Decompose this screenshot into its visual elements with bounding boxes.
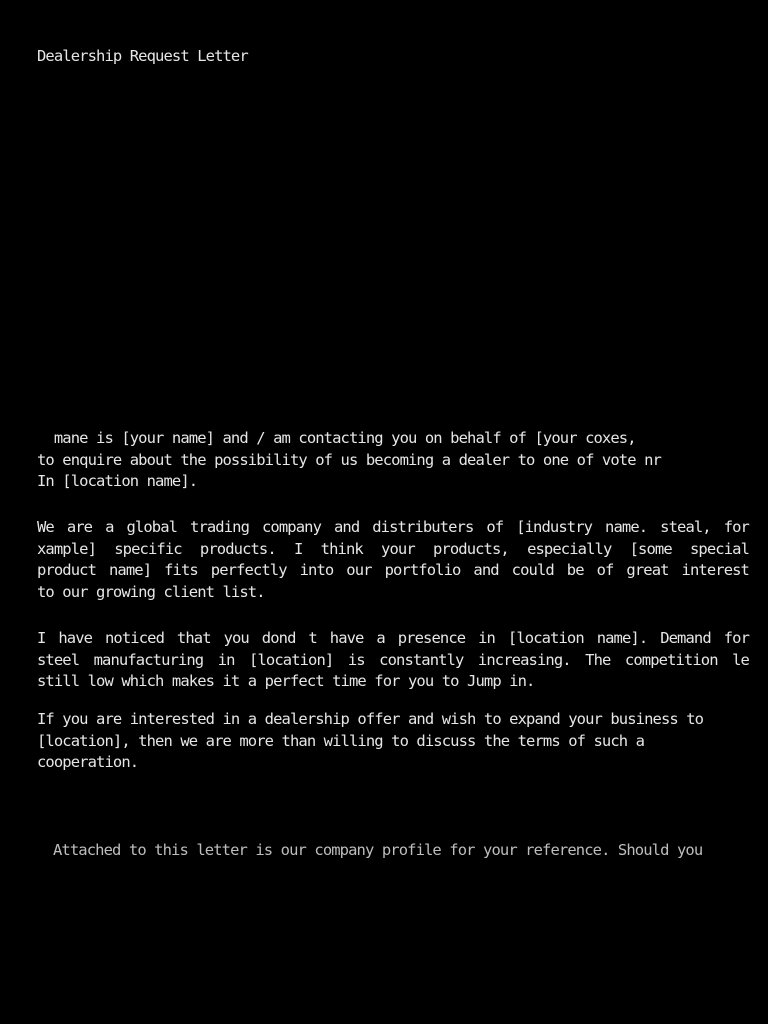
text-line: steel manufacturing in [location] is constantly increasing. The competition le [37,650,749,669]
text-line: [location], then we are more than willing to discuss the terms of such a [37,731,645,750]
text-line: We are a global trading company and distributers of [industry name. steal, for [37,518,749,536]
text-line: I have noticed that you dond t have a presence in [location name]. Demand for [37,629,749,647]
text-line: cooperation. [37,753,139,771]
text-line: to enquire about the possibility of us becoming a dealer to one of vote nr [37,450,661,469]
truncated-line [37,841,749,860]
text-line: Attached to this letter is our company profile for your reference. Should you [53,841,703,859]
text-line: xample] specific products. I think your products, especially [some special [37,539,749,558]
text-line: to our growing client list. [37,582,265,601]
paragraph-introduction [37,428,749,493]
letter-title: Dealership Request Letter [37,47,248,65]
text-line: In [location name]. [37,472,198,490]
paragraph-market [37,628,749,693]
paragraph-company [37,517,749,603]
text-line: product name] fits perfectly into our portfolio and could be of great interest [37,561,749,579]
text-line: mane is [your name] and / am contacting you on behalf of [your coxes, [37,429,636,447]
text-line: still low which makes it a perfect time for you to Jump in. [37,672,535,690]
paragraph-offer [37,709,749,774]
text-line: If you are interested in a dealership offer and wish to expand your business to [37,710,704,728]
